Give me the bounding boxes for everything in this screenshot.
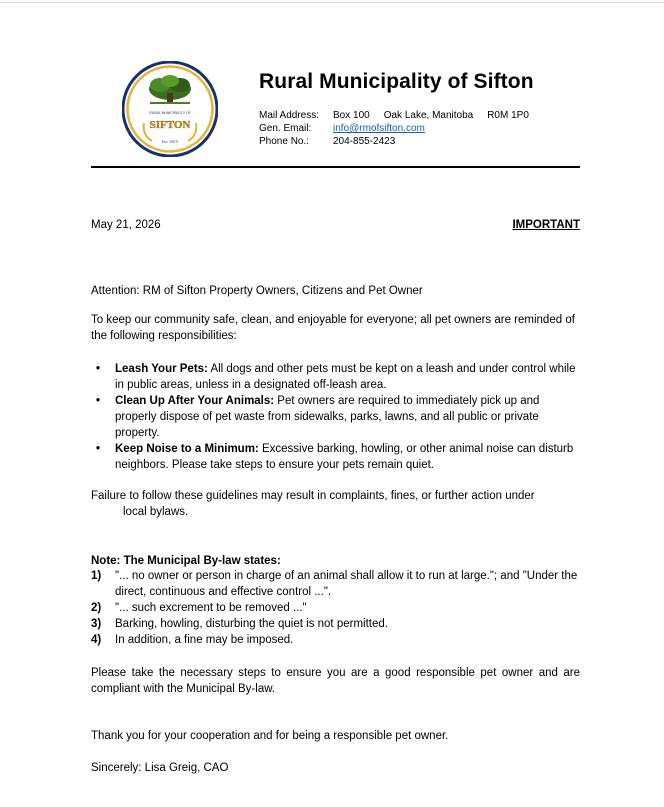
list-item: [91, 568, 580, 600]
item-number: 4): [91, 634, 102, 646]
list-item: [91, 441, 580, 473]
organization-title: Rural Municipality of Sifton: [259, 70, 534, 93]
mail-box: Box 100: [333, 110, 370, 121]
top-border: [0, 2, 664, 3]
failure-paragraph: [91, 488, 580, 520]
thanks-line: Thank you for your cooperation and for being a responsible pet owner.: [91, 730, 449, 742]
responsibility-list: [91, 361, 580, 473]
list-item: [91, 361, 580, 393]
mail-city: Oak Lake, Manitoba: [383, 110, 474, 121]
bullet-icon: •: [96, 395, 101, 407]
important-flag: IMPORTANT: [512, 219, 580, 231]
municipality-seal: [122, 61, 218, 157]
list-item: [91, 600, 580, 616]
phone-number: 204-855-2423: [333, 136, 396, 147]
note-heading: Note: The Municipal By-law states:: [91, 555, 281, 567]
bullet-text: Excessive barking, howling, or other animal noise can disturb neighbors. Please take steps to ensure your pets remain quiet.: [115, 443, 574, 471]
attention-line: Attention: RM of Sifton Property Owners, Citizens and Pet Owner: [91, 285, 423, 297]
list-item: [91, 632, 580, 648]
closing-request: Please take the necessary steps to ensure you are a good responsible pet owner and are compliant with the Municipal By-law.: [91, 667, 580, 695]
bullet-text: All dogs and other pets must be kept on a leash and under control while in public areas, unless in a designated off-leash area.: [115, 363, 576, 391]
seal-inc: Inc. 2015: [162, 139, 178, 144]
bullet-icon: •: [96, 443, 101, 455]
email-link[interactable]: info@rmofsifton.com: [333, 123, 425, 134]
bullet-icon: •: [96, 363, 101, 375]
email-label: Gen. Email:: [259, 123, 312, 134]
item-number: 1): [91, 570, 102, 582]
bylaw-list: [91, 568, 580, 648]
failure-line-1: Failure to follow these guidelines may result in complaints, fines, or further action under: [91, 490, 535, 502]
intro-paragraph: To keep our community safe, clean, and enjoyable for everyone; all pet owners are reminded of the following responsibilities:: [91, 314, 575, 342]
bullet-title: Clean Up After Your Animals:: [115, 395, 275, 407]
list-item: [91, 616, 580, 632]
failure-line-2: local bylaws.: [123, 506, 189, 518]
item-text: "... no owner or person in charge of an animal shall allow it to run at large."; and "Under the direct, continuous and effective control ...".: [115, 570, 578, 598]
contact-block: [259, 109, 529, 148]
bullet-title: Keep Noise to a Minimum:: [115, 443, 259, 455]
mail-label: Mail Address:: [259, 110, 320, 121]
list-item: [91, 393, 580, 441]
mail-postal: R0M 1P0: [487, 110, 529, 121]
item-number: 3): [91, 618, 102, 630]
header-divider: [91, 166, 580, 168]
signoff: Sincerely: Lisa Greig, CAO: [91, 762, 229, 774]
seal-name: SIFTON: [149, 119, 191, 131]
item-number: 2): [91, 602, 102, 614]
bullet-text: Pet owners are required to immediately pick up and properly dispose of pet waste from sidewalks, parks, lawns, and all public or private property.: [115, 395, 540, 439]
bullet-title: Leash Your Pets:: [115, 363, 208, 375]
letter-date: May 21, 2026: [91, 219, 161, 231]
item-text: Barking, howling, disturbing the quiet is not permitted.: [115, 618, 388, 630]
item-text: In addition, a fine may be imposed.: [115, 634, 294, 646]
phone-label: Phone No.:: [259, 136, 310, 147]
seal-top-text: RURAL MUNICIPALITY OF: [149, 111, 191, 115]
item-text: "... such excrement to be removed ...": [115, 602, 307, 614]
